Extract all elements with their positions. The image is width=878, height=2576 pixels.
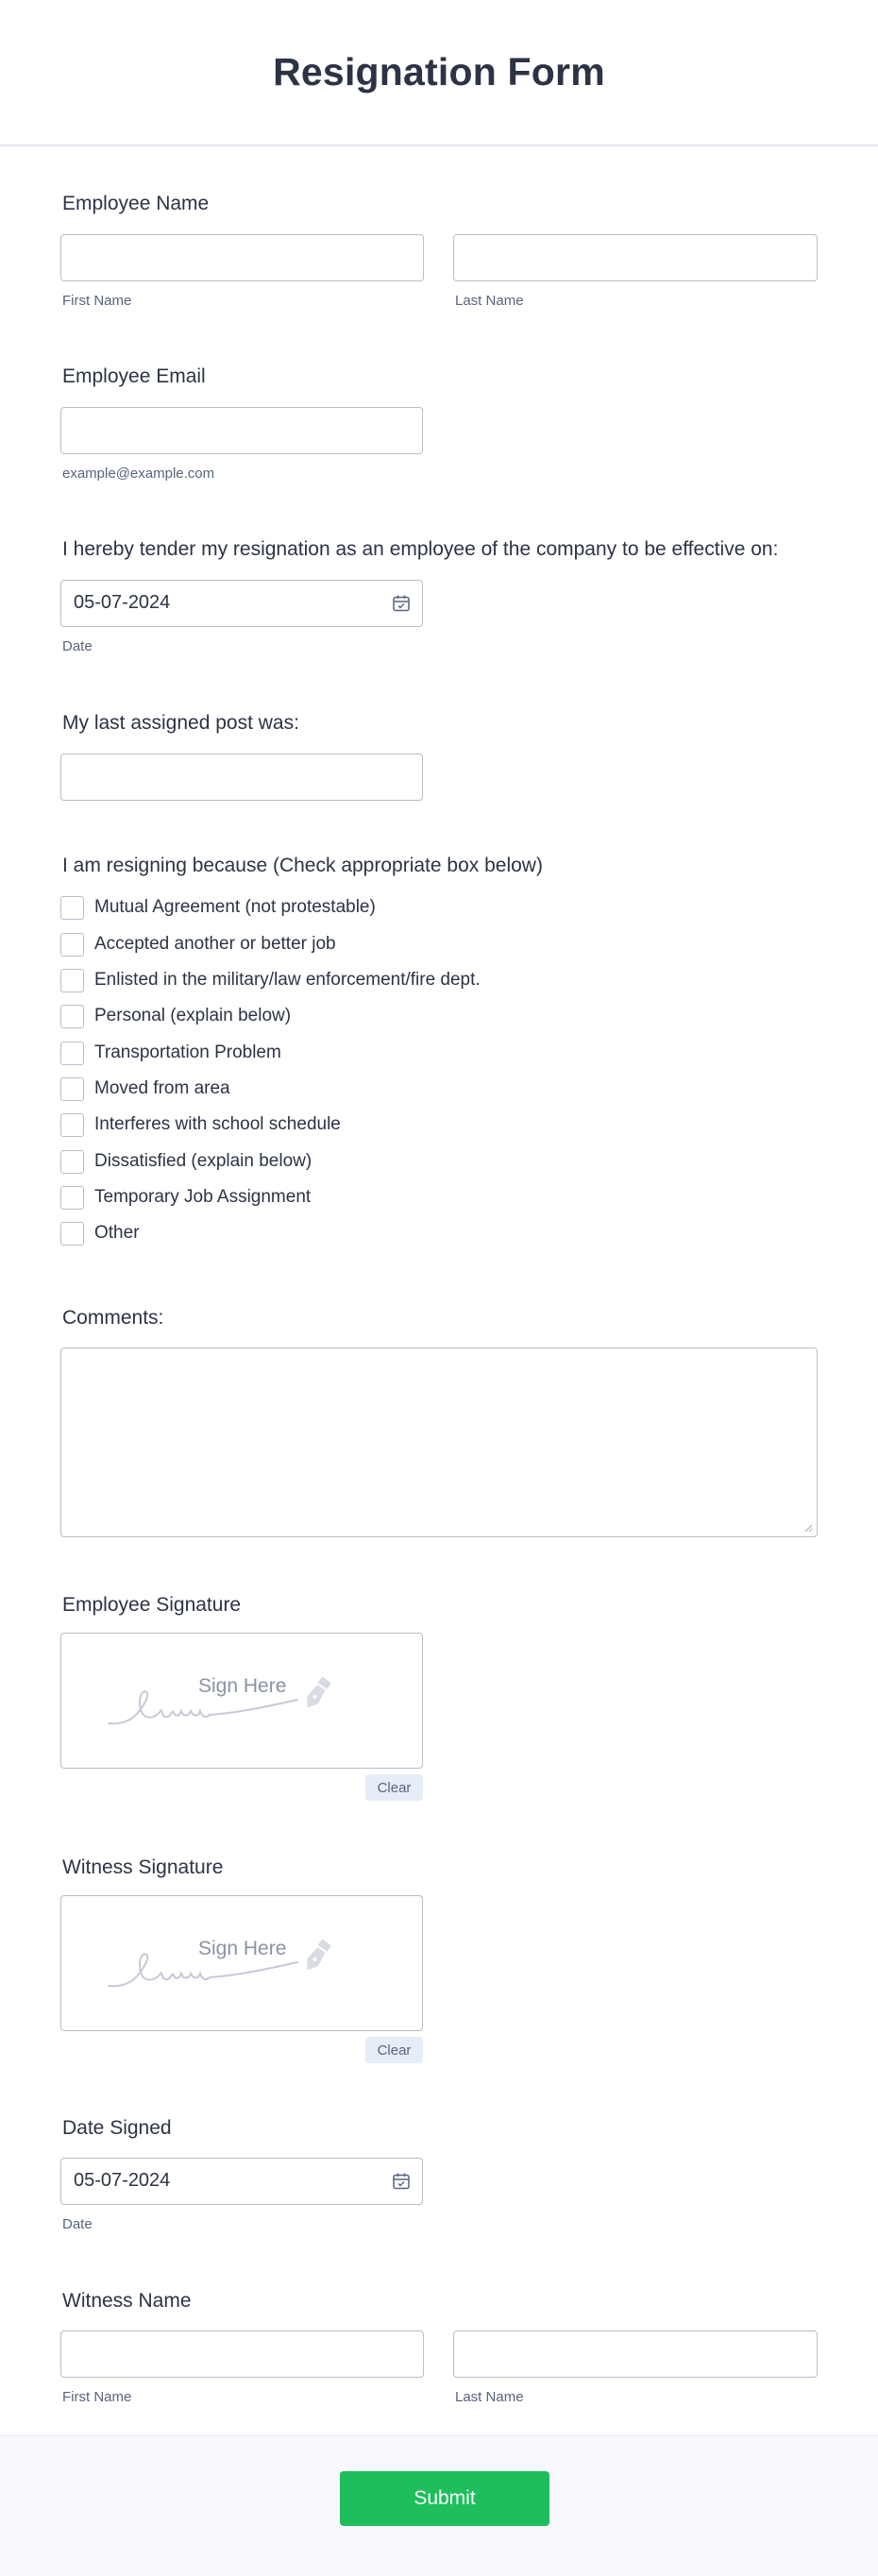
employee-last-name-input[interactable] <box>453 234 818 281</box>
reason-option[interactable] <box>60 1149 312 1174</box>
reason-option[interactable] <box>60 1112 341 1137</box>
checkbox[interactable] <box>60 1186 84 1210</box>
effective-date-input[interactable] <box>60 580 423 627</box>
comments-section <box>60 1307 818 1543</box>
checkbox[interactable] <box>60 1005 84 1028</box>
employee-name-label: Employee Name <box>62 193 210 214</box>
witness-last-name-input[interactable] <box>453 2330 818 2378</box>
calendar-icon[interactable] <box>392 2172 411 2191</box>
last-post-section <box>60 712 818 806</box>
reason-option-label: Accepted another or better job <box>94 934 336 954</box>
employee-first-name-input[interactable] <box>60 234 424 281</box>
reason-option[interactable] <box>60 895 376 920</box>
employee-signature-pad[interactable] <box>60 1633 423 1769</box>
employee-name-section <box>60 193 818 315</box>
submit-button[interactable]: Submit <box>340 2471 549 2526</box>
employee-email-label: Employee Email <box>62 365 206 387</box>
effective-date-sublabel: Date <box>62 638 93 654</box>
date-signed-input[interactable] <box>60 2158 423 2205</box>
employee-email-sublabel: example@example.com <box>62 466 215 482</box>
date-signed-label: Date Signed <box>62 2117 172 2139</box>
witness-signature-pad[interactable] <box>60 1895 423 2031</box>
reason-option[interactable] <box>60 1041 281 1065</box>
employee-first-name-sublabel: First Name <box>62 293 132 309</box>
reason-option-label: Interferes with school schedule <box>94 1114 341 1134</box>
last-post-label: My last assigned post was: <box>62 712 299 734</box>
checkbox[interactable] <box>60 1042 84 1065</box>
date-signed-sublabel: Date <box>62 2216 93 2232</box>
witness-name-section <box>60 2290 818 2413</box>
signature-placeholder: Sign Here <box>198 1675 287 1697</box>
effective-date-value: 05-07-2024 <box>74 592 171 613</box>
reason-option[interactable] <box>60 1221 140 1246</box>
checkbox[interactable] <box>60 969 84 992</box>
checkbox[interactable] <box>60 1113 84 1137</box>
checkbox[interactable] <box>60 1077 84 1101</box>
signature-placeholder: Sign Here <box>198 1938 287 1959</box>
checkbox[interactable] <box>60 1222 84 1246</box>
form-header <box>0 0 878 146</box>
date-signed-value: 05-07-2024 <box>74 2170 171 2191</box>
reason-option[interactable] <box>60 968 481 992</box>
last-post-input[interactable] <box>60 754 423 801</box>
reason-option-label: Enlisted in the military/law enforcement/fire dept. <box>94 970 481 990</box>
witness-name-label: Witness Name <box>62 2290 192 2312</box>
reason-option[interactable] <box>60 932 336 957</box>
witness-signature-section <box>60 1856 818 2064</box>
comments-label: Comments: <box>62 1307 164 1329</box>
witness-first-name-sublabel: First Name <box>62 2389 132 2405</box>
calendar-icon[interactable] <box>392 594 411 613</box>
reason-option[interactable] <box>60 1185 311 1210</box>
checkbox[interactable] <box>60 1150 84 1174</box>
employee-email-section <box>60 365 818 488</box>
reason-option[interactable] <box>60 1076 230 1101</box>
signature-pen-icon <box>104 1671 378 1737</box>
comments-textarea[interactable] <box>60 1347 818 1537</box>
signature-pen-icon <box>104 1934 378 2000</box>
employee-signature-section <box>60 1594 818 1802</box>
form-title: Resignation Form <box>273 50 605 93</box>
employee-signature-clear-button[interactable]: Clear <box>365 1774 423 1801</box>
reason-option-label: Mutual Agreement (not protestable) <box>94 897 376 917</box>
reasons-section <box>60 855 818 1251</box>
reason-option-label: Other <box>94 1223 140 1243</box>
witness-signature-clear-button[interactable]: Clear <box>365 2037 423 2063</box>
employee-signature-label: Employee Signature <box>62 1594 242 1616</box>
reasons-label: I am resigning because (Check appropriate box below) <box>62 855 543 876</box>
checkbox[interactable] <box>60 896 84 920</box>
witness-last-name-sublabel: Last Name <box>455 2389 524 2405</box>
form-footer <box>0 2435 878 2576</box>
effective-date-label: I hereby tender my resignation as an employee of the company to be effective on: <box>62 538 779 560</box>
witness-signature-label: Witness Signature <box>62 1856 224 1878</box>
effective-date-section <box>60 538 818 661</box>
date-signed-section <box>60 2117 818 2240</box>
reason-option[interactable] <box>60 1004 291 1028</box>
reason-option-label: Personal (explain below) <box>94 1006 292 1025</box>
reason-option-label: Temporary Job Assignment <box>94 1187 312 1207</box>
resize-grip-icon[interactable] <box>803 1523 813 1533</box>
employee-email-input[interactable] <box>60 407 423 454</box>
employee-last-name-sublabel: Last Name <box>455 293 524 309</box>
reason-option-label: Transportation Problem <box>94 1042 281 1062</box>
reason-option-label: Moved from area <box>94 1078 230 1098</box>
checkbox[interactable] <box>60 933 84 957</box>
witness-first-name-input[interactable] <box>60 2330 424 2378</box>
reason-option-label: Dissatisfied (explain below) <box>94 1151 312 1171</box>
